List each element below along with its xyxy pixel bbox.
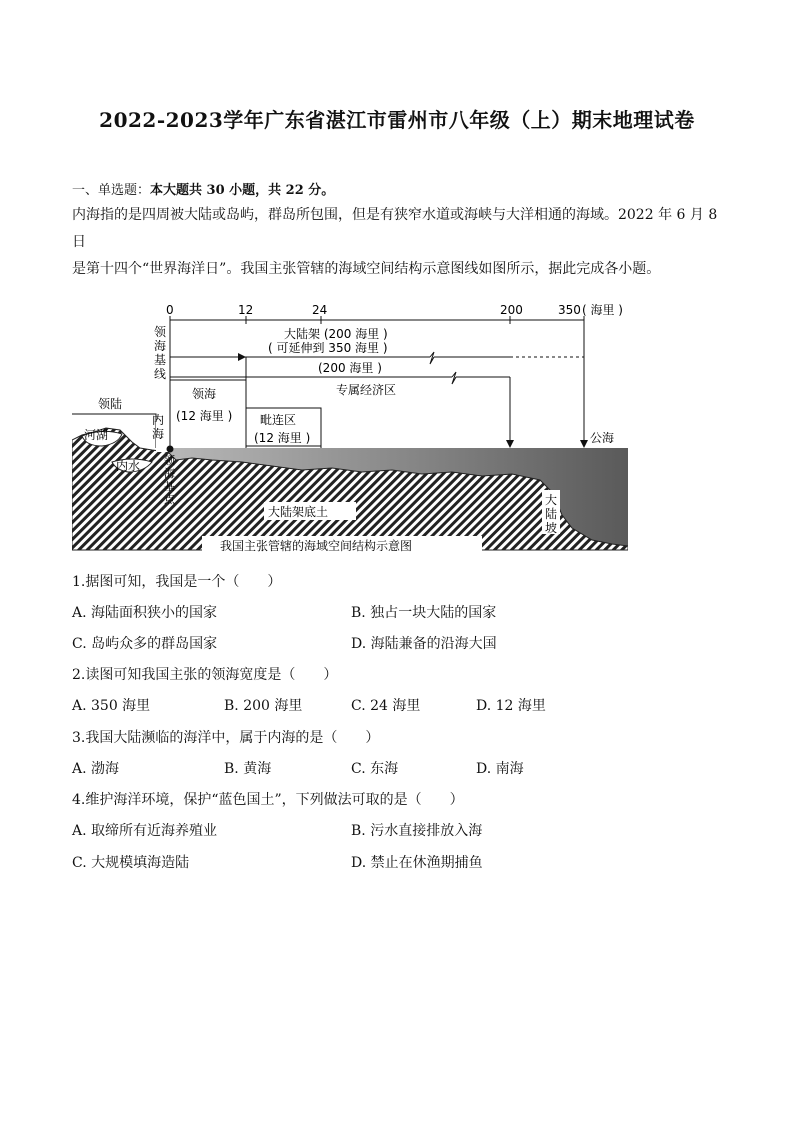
slope-1: 大: [545, 493, 558, 507]
q2-option-d[interactable]: D. 12 海里: [476, 698, 546, 714]
shelf-soil-label: 大陆架底土: [268, 505, 329, 519]
baseline-label-4: 线: [154, 367, 167, 381]
section-heading: [72, 179, 334, 198]
q2-option-c[interactable]: C. 24 海里: [351, 698, 421, 714]
q1-option-d[interactable]: D. 海陆兼备的沿海大国: [351, 636, 497, 652]
q2-option-a[interactable]: A. 350 海里: [72, 698, 151, 714]
shelf-label: 大陆架 (200 海里 ): [284, 327, 388, 341]
figure-caption: 我国主张管辖的海域空间结构示意图: [220, 539, 413, 553]
base-point-4: 点: [164, 493, 175, 506]
q3-option-c[interactable]: C. 东海: [351, 761, 399, 777]
contiguous-label: 毗连区: [260, 413, 297, 427]
shelf-note: ( 可延伸到 350 海里 ): [268, 341, 388, 355]
inner-sea-2: 海: [152, 427, 165, 441]
land-label: 领陆: [98, 397, 123, 411]
territorial-nm: (12 海里 ): [176, 409, 233, 423]
q4-option-c[interactable]: C. 大规模填海造陆: [72, 855, 190, 871]
inner-water-label: 内水: [116, 459, 141, 473]
axis-unit: ( 海里 ): [582, 303, 623, 317]
baseline-label-1: 领: [154, 325, 167, 339]
q3-option-a[interactable]: A. 渤海: [72, 761, 120, 777]
baseline-label-3: 基: [154, 353, 167, 367]
intro-line-1: 内海指的是四周被大陆或岛屿，群岛所包围，但是有狭窄水道或海峡与大洋相通的海域。2022 年 6 月 8 日: [72, 207, 718, 250]
q1-option-a[interactable]: A. 海陆面积狭小的国家: [72, 605, 218, 621]
sea-area-diagram: [72, 300, 628, 556]
base-point-3: 基: [164, 480, 175, 493]
q2-option-b[interactable]: B. 200 海里: [224, 698, 303, 714]
q4-option-d[interactable]: D. 禁止在休渔期捕鱼: [351, 855, 483, 871]
high-seas-label: 公海: [590, 431, 615, 445]
tick-200: 200: [500, 303, 523, 317]
tick-0: 0: [166, 303, 174, 317]
q3-option-b[interactable]: B. 黄海: [224, 761, 272, 777]
tick-24: 24: [312, 303, 328, 317]
intro-line-2: 是第十四个“世界海洋日”。我国主张管辖的海域空间结构示意图线如图所示，据此完成各小题。: [72, 261, 661, 277]
base-point-2: 海: [164, 467, 175, 480]
q3-option-d[interactable]: D. 南海: [476, 761, 524, 777]
question-4: 4.维护海洋环境，保护“蓝色国土”，下列做法可取的是（ ）: [72, 792, 464, 808]
section-prefix: 一、单选题：: [72, 183, 151, 198]
question-1: 1.据图可知，我国是一个（ ）: [72, 574, 282, 590]
base-point-marker: [167, 446, 174, 453]
slope-2: 陆: [545, 507, 558, 521]
section-desc: 本大题共 30 小题，共 22 分。: [150, 183, 335, 198]
base-point-1: 领: [164, 454, 175, 467]
tick-12: 12: [238, 303, 254, 317]
tick-350: 350: [558, 303, 581, 317]
question-3: 3.我国大陆濒临的海洋中，属于内海的是（ ）: [72, 730, 380, 746]
q1-option-b[interactable]: B. 独占一块大陆的国家: [351, 605, 497, 621]
contiguous-nm: (12 海里 ): [254, 431, 311, 445]
slope-3: 坡: [545, 521, 558, 535]
territorial-label: 领海: [192, 387, 217, 401]
intro-paragraph: [72, 202, 724, 283]
inner-sea-1: 内: [152, 413, 165, 427]
q4-option-a[interactable]: A. 取缔所有近海养殖业: [72, 823, 218, 839]
q1-option-c[interactable]: C. 岛屿众多的群岛国家: [72, 636, 218, 652]
q4-option-b[interactable]: B. 污水直接排放入海: [351, 823, 483, 839]
eez-nm: (200 海里 ): [318, 361, 382, 375]
baseline-label-2: 海: [154, 339, 167, 353]
eez-label: 专属经济区: [336, 383, 397, 397]
question-2: 2.读图可知我国主张的领海宽度是（ ）: [72, 667, 338, 683]
lake-label: 河湖: [84, 428, 109, 442]
exam-title: 2022-2023学年广东省湛江市雷州市八年级（上）期末地理试卷: [99, 108, 695, 132]
